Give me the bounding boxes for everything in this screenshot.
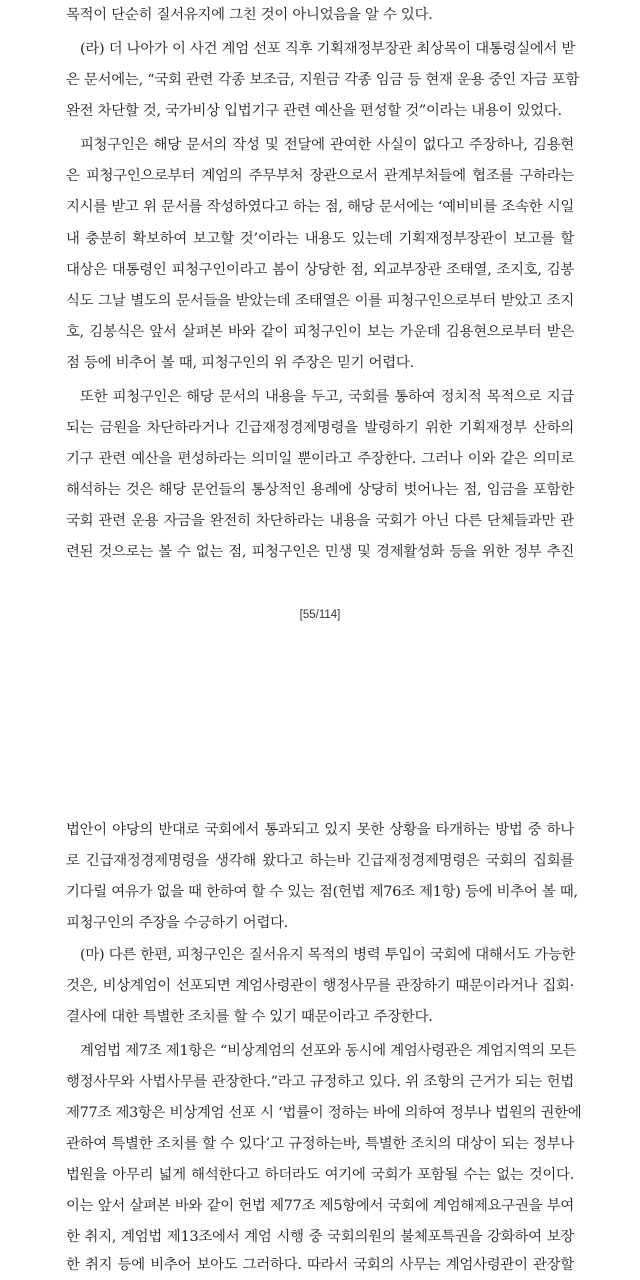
paragraph-line: 되는 금원을 차단하라거나 긴급재정경제명령을 발령하기 위한 기획재정부 산하의: [66, 420, 574, 436]
paragraph-line: 한 취지, 계엄법 제13조에서 계엄 시행 중 국회의원의 불체포특권을 강화하여 보장: [66, 1229, 574, 1245]
paragraph-line: 식도 그날 별도의 문서들을 받았는데 조태열은 이를 피청구인으로부터 받았고 조지: [66, 293, 574, 309]
paragraph-line: 결사에 대한 특별한 조치를 할 수 있기 때문이라고 주장한다.: [66, 1009, 433, 1025]
paragraph-line: 해석하는 것은 해당 문언들의 통상적인 용례에 상당히 벗어나는 점, 임금을 포함한: [66, 482, 574, 498]
paragraph-line: 기다릴 여유가 없을 때 한하여 할 수 있는 점(헌법 제76조 제1항) 등에 비추어 볼 때,: [66, 884, 578, 900]
paragraph-line: 목적이 단순히 질서유지에 그친 것이 아니었음을 알 수 있다.: [66, 7, 433, 23]
paragraph-line: 내 충분히 확보하여 보고할 것’이라는 내용도 있는데 기획재정부장관이 보고를 할: [66, 231, 574, 247]
paragraph-line: 대상은 대통령인 피청구인이라고 봄이 상당한 점, 외교부장관 조태열, 조지호, 김봉: [66, 262, 574, 278]
page-number: [55/114]: [299, 609, 341, 621]
paragraph-line: 기구 관련 예산을 편성하라는 의미일 뿐이라고 주장한다. 그러나 이와 같은 의미로: [66, 451, 574, 467]
paragraph-line: 점 등에 비추어 볼 때, 피청구인의 위 주장은 믿기 어렵다.: [66, 355, 414, 371]
paragraph-line: 계엄법 제7조 제1항은 “비상계엄의 선포와 동시에 계엄사령관은 계엄지역의 모든: [80, 1043, 577, 1059]
paragraph-line: 한 취지 등에 비추어 보아도 그러하다. 따라서 국회의 사무는 계엄사령관이 관장할: [66, 1257, 574, 1273]
paragraph-line: 이는 앞서 살펴본 바와 같이 헌법 제77조 제5항에서 국회에 계엄해제요구권을 부여: [66, 1198, 574, 1214]
paragraph-line: 로 긴급재정경제명령을 생각해 왔다고 하는바 긴급재정경제명령은 국회의 집회를: [66, 853, 574, 869]
paragraph-line: (마) 다른 한편, 피청구인은 질서유지 목적의 병력 투입이 국회에 대해서도 가능한: [80, 947, 576, 963]
paragraph-line: (라) 더 나아가 이 사건 계엄 선포 직후 기획재정부장관 최상목이 대통령실에서 받: [80, 41, 576, 57]
paragraph-line: 법원을 아무리 넓게 해석한다고 하더라도 여기에 국회가 포함될 수는 없는 것이다.: [66, 1167, 574, 1183]
paragraph-line: 관하여 특별한 조치를 할 수 있다’고 규정하는바, 특별한 조치의 대상이 되는 정부나: [66, 1136, 574, 1152]
paragraph-line: 행정사무와 사법사무를 관장한다.”라고 규정하고 있다. 위 조항의 근거가 되는 헌법: [66, 1074, 574, 1090]
paragraph-line: 피청구인은 해당 문서의 작성 및 전달에 관여한 사실이 없다고 주장하나, 김용현: [80, 137, 574, 153]
paragraph-line: 제77조 제3항은 비상계엄 선포 시 ‘법률이 정하는 바에 의하여 정부나 법원의 권한에: [66, 1105, 582, 1121]
paragraph-line: 또한 피청구인은 해당 문서의 내용을 두고, 국회를 통하여 정치적 목적으로 지급: [80, 389, 574, 405]
paragraph-line: 은 문서에는, “국회 관련 각종 보조금, 지원금 각종 임금 등 현재 운용 중인 자금 포함: [66, 72, 580, 88]
paragraph-line: 법안이 야당의 반대로 국회에서 통과되고 있지 못한 상황을 타개하는 방법 중 하나: [66, 822, 574, 838]
paragraph-line: 은 피청구인으로부터 계엄의 주무부처 장관으로서 관계부처들에 협조를 구하라는: [66, 168, 574, 184]
paragraph-line: 지시를 받고 위 문서를 작성하였다고 하는 점, 해당 문서에는 ‘예비비를 조속한 시일: [66, 199, 574, 215]
paragraph-line: 련된 것으로는 볼 수 없는 점, 피청구인은 민생 및 경제활성화 등을 위한 정부 추진: [66, 544, 574, 560]
paragraph-line: 국회 관련 운용 자금을 완전히 차단하라는 내용을 국회가 아닌 다른 단체들과만 관: [66, 513, 574, 529]
paragraph-line: 호, 김봉식은 앞서 살펴본 바와 같이 피청구인이 보는 가운데 김용현으로부터 받은: [66, 324, 574, 340]
paragraph-line: 완전 차단할 것, 국가비상 입법기구 관련 예산을 편성할 것”이라는 내용이 있었다.: [66, 103, 562, 119]
paragraph-line: 피청구인의 주장을 수긍하기 어렵다.: [66, 915, 289, 931]
paragraph-line: 것은, 비상계엄이 선포되면 계엄사령관이 행정사무를 관장하기 때문이라거나 집회·: [66, 978, 574, 994]
